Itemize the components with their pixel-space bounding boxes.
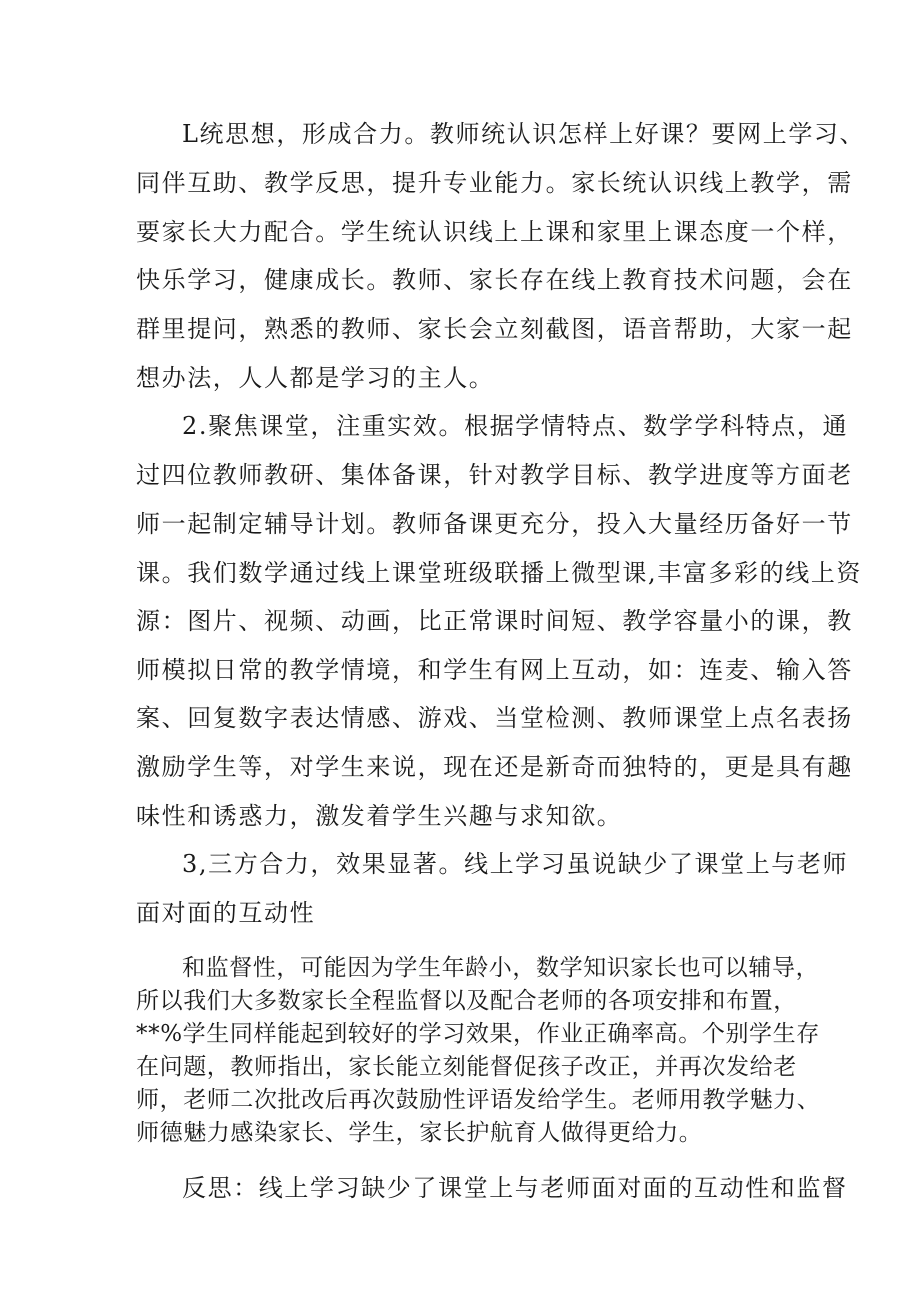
paragraph-2-line-6: 师模拟日常的教学情境，和学生有网上互动，如：连麦、输入答 — [136, 656, 853, 684]
paragraph-5-line-1: 反思：线上学习缺少了课堂上与老师面对面的互动性和监督 — [182, 1174, 848, 1202]
paragraph-1-line-6: 想办法，人人都是学习的主人。 — [136, 364, 495, 392]
paragraph-4-line-1: 和监督性，可能因为学生年龄小，数学知识家长也可以辅导， — [182, 955, 820, 981]
paragraph-4-line-6: 师德魅力感染家长、学生，家长护航育人做得更给力。 — [136, 1120, 703, 1146]
paragraph-2-line-7: 案、回复数字表达情感、游戏、当堂检测、教师课堂上点名表扬 — [136, 704, 853, 732]
paragraph-4-line-5: 师，老师二次批改后再次鼓励性评语发给学生。老师用教学魅力、 — [136, 1087, 821, 1113]
paragraph-1-line-5: 群里提问，熟悉的教师、家长会立刻截图，语音帮助，大家一起 — [136, 315, 853, 343]
paragraph-2-line-1: 2.聚焦课堂，注重实效。根据学情特点、数学学科特点，通 — [182, 412, 849, 440]
paragraph-4-line-2: 所以我们大多数家长全程监督以及配合老师的各项安排和布置， — [136, 988, 797, 1014]
paragraph-4-line-4: 在问题，教师指出，家长能立刻能督促孩子改正，并再次发给老 — [136, 1054, 797, 1080]
paragraph-2-line-4: 课。我们数学通过线上课堂班级联播上微型课,丰富多彩的线上资 — [136, 559, 863, 587]
paragraph-1-line-2: 同伴互助、教学反思，提升专业能力。家长统认识线上教学，需 — [136, 169, 853, 197]
paragraph-2-line-2: 过四位教师教研、集体备课，针对教学目标、教学进度等方面老 — [136, 461, 853, 489]
paragraph-1-line-4: 快乐学习，健康成长。教师、家长存在线上教育技术问题，会在 — [136, 266, 853, 294]
paragraph-4-line-3: **%学生同样能起到较好的学习效果，作业正确率高。个别学生存 — [136, 1021, 820, 1047]
paragraph-2-line-5: 源：图片、视频、动画，比正常课时间短、教学容量小的课，教 — [136, 607, 853, 635]
paragraph-1-line-1: L统思想，形成合力。教师统认识怎样上好课？要网上学习、 — [182, 120, 866, 148]
paragraph-2-line-3: 师一起制定辅导计划。教师备课更充分，投入大量经历备好一节 — [136, 510, 853, 538]
paragraph-2-line-8: 激励学生等，对学生来说，现在还是新奇而独特的，更是具有趣 — [136, 753, 853, 781]
paragraph-3-line-1: 3,三方合力，效果显著。线上学习虽说缺少了课堂上与老师 — [182, 850, 849, 878]
paragraph-3-line-2: 面对面的互动性 — [136, 899, 316, 927]
paragraph-2-line-9: 味性和诱惑力，激发着学生兴趣与求知欲。 — [136, 802, 623, 830]
paragraph-1-line-3: 要家长大力配合。学生统认识线上上课和家里上课态度一个样， — [136, 218, 853, 246]
